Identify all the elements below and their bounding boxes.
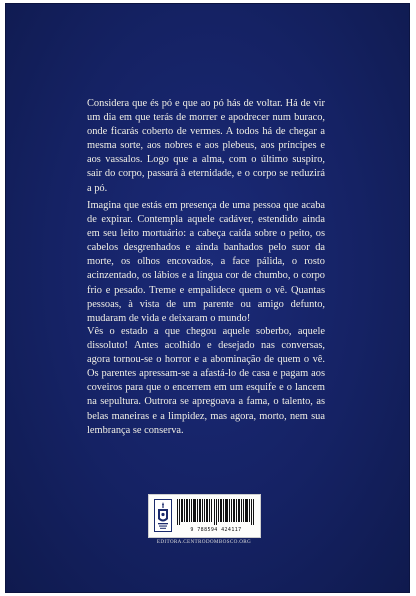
barcode-bars	[177, 499, 255, 525]
barcode-label	[148, 494, 261, 538]
paragraph-2: Imagina que estás em presença de uma pessoa que acaba de expirar. Contempla aquele cadáver, estendido ainda em seu leito mortuário: a cabeça caída sobre o peito, os cabelos desgrenhados e ainda banhados pelo suor da morte, os olhos encovados, a face pálida, o rosto acinzentado, os lábios e a língua cor de chumbo, o corpo frio e pesado. Treme e empalidece quem o vê. Quantas pessoas, à vista de um parente ou amigo defunto, mudaram de vida e deixaram o mundo!	[87, 200, 325, 324]
paragraph-1: Considera que és pó e que ao pó hás de voltar. Há de vir um dia em que terás de morrer e apodrecer num buraco, onde ficarás coberto de vermes. A todos há de chegar a mesma sorte, aos nobres e aos plebeus, aos príncipes e aos vassalos. Logo que a alma, com o último suspiro, sair do corpo, passará à eternidade, e o corpo se reduzirá a pó.	[87, 98, 325, 194]
paragraph-3: Vês o estado a que chegou aquele soberbo, aquele dissoluto! Antes acolhido e desejado nas conversas, agora tornou-se o horror e a abominação de quem o vê. Os parentes apressam-se a afastá-lo de casa e pagam aos coveiros para que o encerrem em um esquife e o lancem na sepultura. Outrora se apregoava a fama, o talento, as belas maneiras e a limpidez, mas agora, morto, nem sua lembrança se conserva.	[87, 326, 325, 436]
barcode-number: 9 788594 424117	[190, 527, 242, 533]
publisher-website: EDITORA.CENTRODOMBOSCO.ORG	[156, 539, 252, 545]
publisher-logo-icon	[154, 499, 172, 532]
